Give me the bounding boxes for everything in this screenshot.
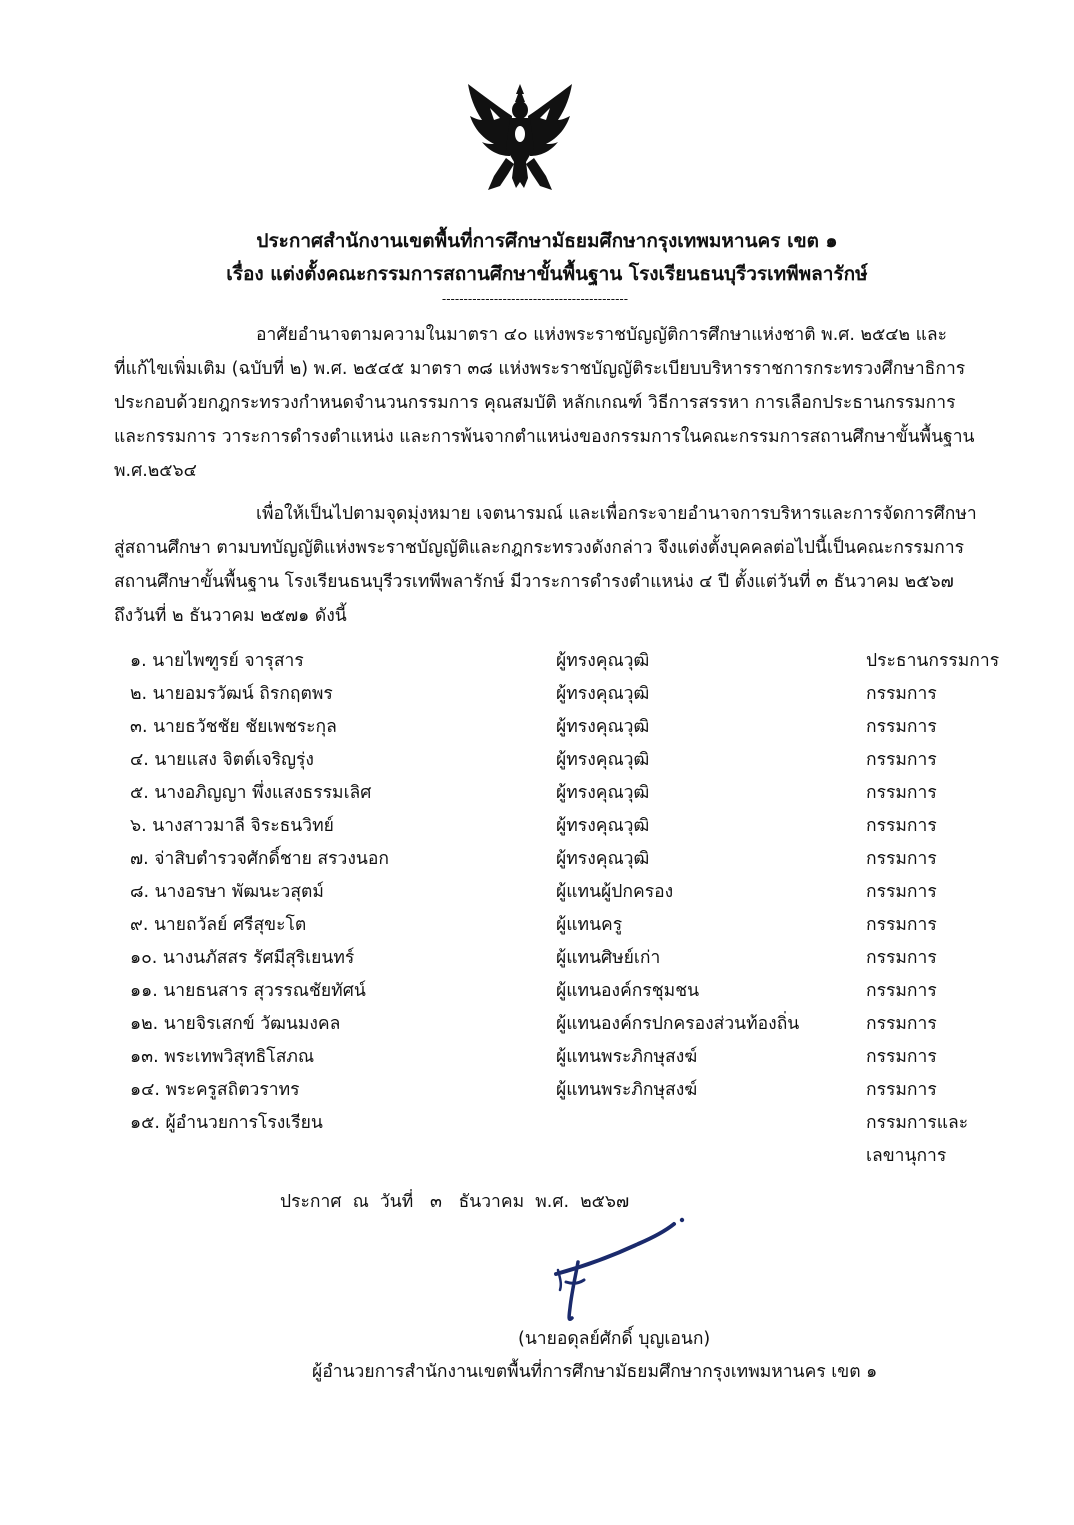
announcement-title: ประกาศสำนักงานเขตพื้นที่การศึกษามัธยมศึกษากรุงเทพมหานคร เขต ๑ bbox=[256, 230, 838, 252]
member-row bbox=[0, 712, 1074, 745]
paragraph-line: ถึงวันที่ ๒ ธันวาคม ๒๕๗๑ ดังนี้ bbox=[114, 606, 347, 626]
member-row bbox=[0, 1075, 1074, 1108]
member-name: ๕. นางอภิญญา พึ่งแสงธรรมเลิศ bbox=[130, 783, 372, 803]
member-type: ผู้แทนครู bbox=[556, 915, 623, 935]
member-role: กรรมการ bbox=[866, 783, 937, 803]
member-row bbox=[0, 679, 1074, 712]
member-type: ผู้ทรงคุณวุฒิ bbox=[556, 750, 650, 770]
member-name: ๑๓. พระเทพวิสุทธิโสภณ bbox=[130, 1047, 315, 1067]
paragraph-line: พ.ศ.๒๕๖๔ bbox=[114, 461, 197, 481]
member-row bbox=[0, 811, 1074, 844]
member-role: กรรมการ bbox=[866, 717, 937, 737]
member-role: กรรมการ bbox=[866, 816, 937, 836]
member-row bbox=[0, 646, 1074, 679]
member-row bbox=[0, 976, 1074, 1009]
member-name: ๑๔. พระครูสถิตวราทร bbox=[130, 1080, 300, 1100]
member-role: กรรมการ bbox=[866, 684, 937, 704]
paragraph-line: ประกอบด้วยกฎกระทรวงกำหนดจำนวนกรรมการ คุณสมบัติ หลักเกณฑ์ วิธีการสรรหา การเลือกประธานกรรมการ bbox=[114, 393, 956, 413]
handwritten-signature bbox=[548, 1212, 698, 1327]
member-role: กรรมการ bbox=[866, 948, 937, 968]
member-type: ผู้ทรงคุณวุฒิ bbox=[556, 816, 650, 836]
member-name: ๔. นายแสง จิตต์เจริญรุ่ง bbox=[130, 750, 314, 770]
member-role: กรรมการ bbox=[866, 882, 937, 902]
member-row bbox=[0, 910, 1074, 943]
member-name: ๑. นายไพฑูรย์ จารุสาร bbox=[130, 651, 304, 671]
member-role: กรรมการ bbox=[866, 750, 937, 770]
member-row bbox=[0, 1042, 1074, 1075]
signer-name: (นายอดุลย์ศักดิ์ บุญเอนก) bbox=[518, 1329, 711, 1349]
announcement-subject: เรื่อง แต่งตั้งคณะกรรมการสถานศึกษาขั้นพื้นฐาน โรงเรียนธนบุรีวรเทพีพลารักษ์ bbox=[226, 263, 868, 285]
member-type: ผู้ทรงคุณวุฒิ bbox=[556, 783, 650, 803]
paragraph-appointment bbox=[114, 497, 1004, 633]
member-name: ๒. นายอมรวัฒน์ ถิรกฤตพร bbox=[130, 684, 333, 704]
announcement-date: ประกาศ ณ วันที่ ๓ ธันวาคม พ.ศ. ๒๕๖๗ bbox=[280, 1192, 630, 1212]
member-role-continued: เลขานุการ bbox=[866, 1146, 947, 1166]
member-type: ผู้แทนศิษย์เก่า bbox=[556, 948, 661, 968]
member-type: ผู้ทรงคุณวุฒิ bbox=[556, 717, 650, 737]
paragraph-line: เพื่อให้เป็นไปตามจุดมุ่งหมาย เจตนารมณ์ และเพื่อกระจายอำนาจการบริหารและการจัดการศึกษา bbox=[256, 504, 977, 524]
member-role: กรรมการ bbox=[866, 1080, 937, 1100]
member-type: ผู้แทนองค์กรปกครองส่วนท้องถิ่น bbox=[556, 1014, 800, 1034]
member-type: ผู้ทรงคุณวุฒิ bbox=[556, 684, 650, 704]
garuda-emblem-icon bbox=[460, 78, 580, 196]
member-name: ๑๕. ผู้อำนวยการโรงเรียน bbox=[130, 1113, 323, 1133]
member-row bbox=[0, 1009, 1074, 1042]
paragraph-authority bbox=[114, 318, 1004, 488]
member-name: ๖. นางสาวมาลี จิระธนวิทย์ bbox=[130, 816, 334, 836]
member-role: กรรมการ bbox=[866, 1047, 937, 1067]
member-role: กรรมการ bbox=[866, 915, 937, 935]
member-role: กรรมการ bbox=[866, 849, 937, 869]
member-row bbox=[0, 844, 1074, 877]
paragraph-line: ที่แก้ไขเพิ่มเติม (ฉบับที่ ๒) พ.ศ. ๒๕๔๕ มาตรา ๓๘ แห่งพระราชบัญญัติระเบียบบริหารราชการกระทรวงศึกษาธิการ bbox=[114, 359, 966, 379]
member-row bbox=[0, 943, 1074, 976]
member-name: ๗. จ่าสิบตำรวจศักดิ์ชาย สรวงนอก bbox=[130, 849, 389, 869]
paragraph-line: สถานศึกษาขั้นพื้นฐาน โรงเรียนธนบุรีวรเทพีพลารักษ์ มีวาระการดำรงตำแหน่ง ๔ ปี ตั้งแต่วันที่ ๓ ธันวาคม ๒๕๖๗ bbox=[114, 572, 954, 592]
member-role: กรรมการ bbox=[866, 1014, 937, 1034]
member-row bbox=[0, 877, 1074, 910]
member-name: ๘. นางอรษา พัฒนะวสุตม์ bbox=[130, 882, 324, 902]
member-type: ผู้แทนองค์กรชุมชน bbox=[556, 981, 700, 1001]
member-row bbox=[0, 745, 1074, 778]
member-name: ๙. นายถวัลย์ ศรีสุขะโต bbox=[130, 915, 307, 935]
title-divider: ------------------------------------------- bbox=[441, 292, 629, 306]
member-type: ผู้แทนพระภิกษุสงฆ์ bbox=[556, 1047, 698, 1067]
member-role: กรรมการ bbox=[866, 981, 937, 1001]
member-type: ผู้ทรงคุณวุฒิ bbox=[556, 651, 650, 671]
member-name: ๑๒. นายจิรเสกข์ วัฒนมงคล bbox=[130, 1014, 341, 1034]
member-name: ๓. นายธวัชชัย ชัยเพชระกุล bbox=[130, 717, 337, 737]
member-type: ผู้ทรงคุณวุฒิ bbox=[556, 849, 650, 869]
member-name: ๑๑. นายธนสาร สุวรรณชัยทัศน์ bbox=[130, 981, 366, 1001]
member-type: ผู้แทนผู้ปกครอง bbox=[556, 882, 674, 902]
member-name: ๑๐. นางนภัสสร รัศมีสุริเยนทร์ bbox=[130, 948, 355, 968]
member-role: กรรมการและ bbox=[866, 1113, 969, 1133]
paragraph-line: และกรรมการ วาระการดำรงตำแหน่ง และการพ้นจากตำแหน่งของกรรมการในคณะกรรมการสถานศึกษาขั้นพื้นฐาน bbox=[114, 427, 975, 447]
member-role: ประธานกรรมการ bbox=[866, 651, 1000, 671]
signer-position: ผู้อำนวยการสำนักงานเขตพื้นที่การศึกษามัธยมศึกษากรุงเทพมหานคร เขต ๑ bbox=[312, 1362, 878, 1382]
member-type: ผู้แทนพระภิกษุสงฆ์ bbox=[556, 1080, 698, 1100]
paragraph-line: สู่สถานศึกษา ตามบทบัญญัติแห่งพระราชบัญญัติและกฎกระทรวงดังกล่าว จึงแต่งตั้งบุคคลต่อไปนี้เป็นคณะกรรมการ bbox=[114, 538, 965, 558]
member-row bbox=[0, 778, 1074, 811]
paragraph-line: อาศัยอำนาจตามความในมาตรา ๔๐ แห่งพระราชบัญญัติการศึกษาแห่งชาติ พ.ศ. ๒๕๔๒ และ bbox=[256, 325, 948, 345]
member-row bbox=[0, 1108, 1074, 1141]
